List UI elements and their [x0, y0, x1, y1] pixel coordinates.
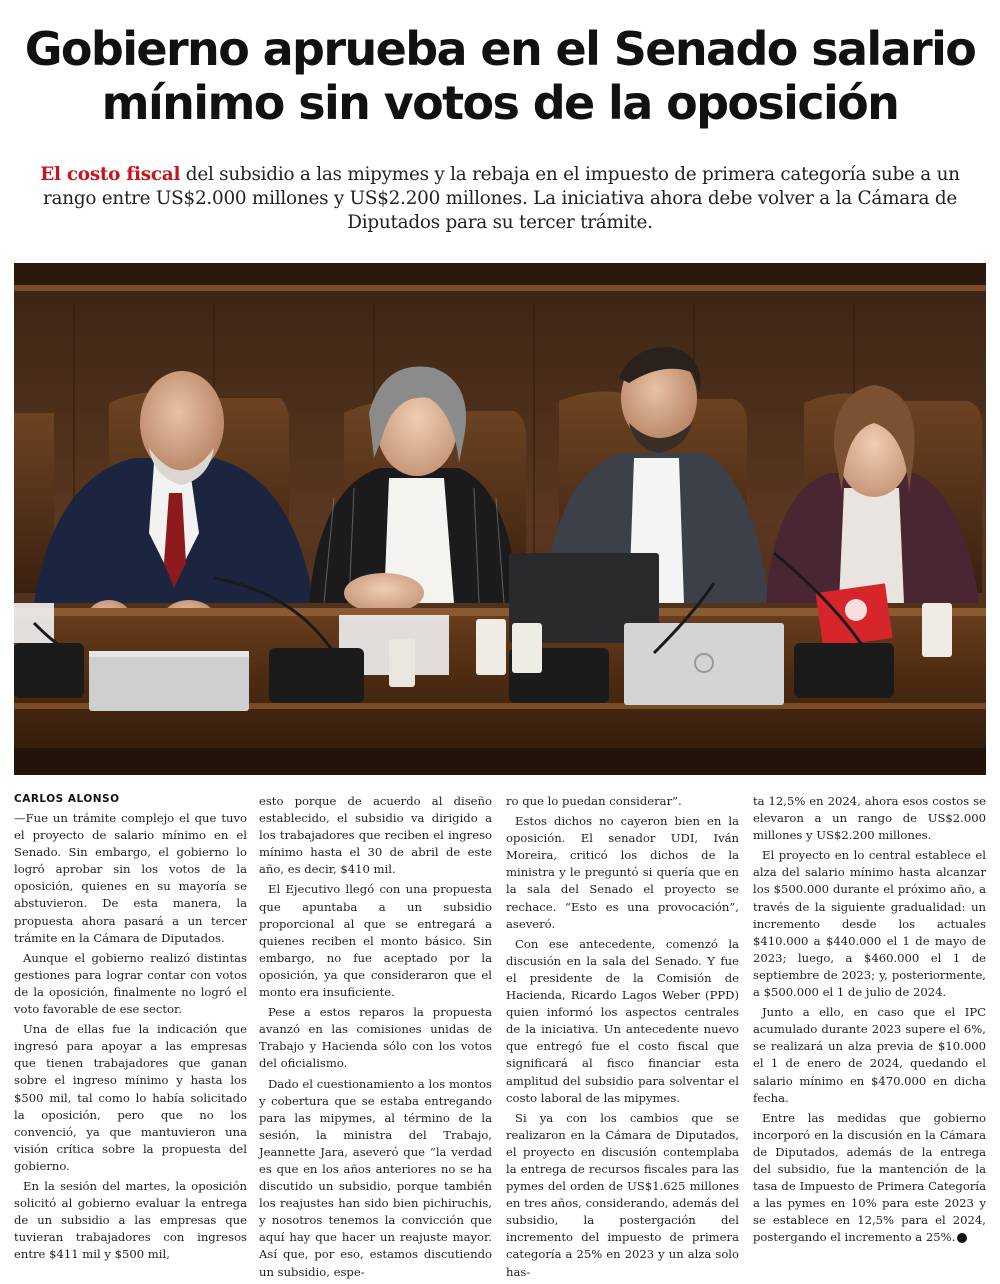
paragraph: Si ya con los cambios que se realizaron en la Cámara de Diputados, el proyecto en discusión contemplaba la entrega de recursos fiscales para las pymes del orden de US$1.625 millones en tres años, considerando, además del subsidio, la postergación del incremento del impuesto de primera categoría a 25% en 2023 y un alza solo has-	[506, 1110, 739, 1279]
headline	[20, 22, 980, 130]
end-mark-icon: P	[957, 1233, 967, 1243]
article-column-4	[753, 793, 986, 1249]
paragraph: Aunque el gobierno realizó distintas gestiones para lograr contar con votos de la oposición, finalmente no logró el voto favorable de ese sector.	[14, 950, 247, 1017]
paragraph: Dado el cuestionamiento a los montos y cobertura que se estaba entregando para las mipymes, al término de la sesión, la ministra del Trabajo, Jeannette Jara, aseveró que “la verdad es que en los años anteriores no se ha discutido un subsidio, porque también los reajustes han sido bien pichiruchis, y nosotros tenemos la convicción que aquí hay que hacer un reajuste mayor. Así que, por eso, estamos discutiendo un subsidio, espe-	[259, 1076, 492, 1279]
paragraph: El Ejecutivo llegó con una propuesta que apuntaba a un subsidio proporcional al que se entregará a quienes reciben el monto básico. Sin embargo, no fue aceptado por la oposición, ya que consideraron que el monto era insuficiente.	[259, 882, 492, 1000]
paragraph: ro que lo puedan considerar”.	[506, 794, 682, 808]
paragraph: —Fue un trámite complejo el que tuvo el proyecto de salario mínimo en el Senado. Sin embargo, el gobierno lo logró aprobar sin los votos de la oposición, quienes en su mayoría se abstuvieron. De esta manera, la propuesta ahora pasará a un tercer trámite en la Cámara de Diputados.	[14, 811, 247, 945]
news-photo	[14, 263, 986, 775]
paragraph: El proyecto en lo central establece el alza del salario mínimo hasta alcanzar los $500.000 durante el próximo año, a través de la siguiente gradualidad: un incremento desde los actuales $410.000 a $440.000 el 1 de mayo de 2023; luego, a $460.000 el 1 de septiembre de 2023; y, posteriormente, a $500.000 el 1 de julio de 2024.	[753, 848, 986, 1000]
headline-line-1: Gobierno aprueba en el Senado salario	[24, 22, 976, 76]
paragraph: Pese a estos reparos la propuesta avanzó en las comisiones unidas de Trabajo y Hacienda sólo con los votos del oficialismo.	[259, 1005, 492, 1071]
senate-session-photo	[14, 263, 986, 775]
bajada-text: del subsidio a las mipymes y la rebaja en el impuesto de primera categoría sube a un rango entre US$2.000 millones y US$2.200 millones. La iniciativa ahora debe volver a la Cámara de Diputados para su tercer trámite.	[42, 164, 960, 233]
byline: CARLOS ALONSO	[14, 793, 120, 805]
paragraph: ta 12,5% en 2024, ahora esos costos se elevaron a un rango de US$2.000 millones y US$2.200 millones.	[753, 794, 986, 843]
paragraph: En la sesión del martes, la oposición solicitó al gobierno evaluar la entrega de un subsidio a las empresas que tuvieran trabajadores con ingresos entre $411 mil y $500 mil,	[14, 1178, 247, 1262]
bajada	[14, 163, 986, 235]
paragraph: Una de ellas fue la indicación que ingresó para apoyar a las empresas que tienen trabajadores que ganan sobre el ingreso mínimo y hasta los $500 mil, tal como lo había solicitado la oposición, pero que no los convenció, ya que mantuvieron una visión crítica sobre la propuesta del gobierno.	[14, 1022, 247, 1173]
article-column-2	[259, 793, 492, 1284]
paragraph: Estos dichos no cayeron bien en la oposición. El senador UDI, Iván Moreira, criticó los dichos de la ministra y le preguntó si quería que en la sala del Senado el proyecto se rechace. “Esto es una provocación”, aseveró.	[506, 814, 739, 931]
bajada-lead: El costo fiscal	[40, 164, 181, 185]
article-column-1	[14, 810, 247, 1266]
paragraph: Con ese antecedente, comenzó la discusión en la sala del Senado. Y fue el presidente de la Comisión de Hacienda, Ricardo Lagos Weber (PPD) quien informó los aspectos centrales de la iniciativa. Un antecedente nuevo que entregó fue el costo fiscal que significará al fisco financiar esta amplitud del subsidio para solventar el costo laboral de las mipymes.	[506, 936, 739, 1105]
paragraph-text: Entre las medidas que gobierno incorporó en la discusión en la Cámara de Diputados, además de la entrega del subsidio, fue la mantención de la tasa de Impuesto de Primera Categoría a las pymes en 10% para este 2023 y se establece en 12,5% para el 2024, postergando el incremento a 25%.	[753, 1110, 986, 1245]
headline-line-2: mínimo sin votos de la oposición	[101, 76, 899, 130]
article-column-3	[506, 793, 739, 1284]
paragraph	[753, 1110, 986, 1247]
paragraph: esto porque de acuerdo al diseño establecido, el subsidio va dirigido a los trabajadores que reciben el ingreso mínimo hasta el 30 de abril de este año, es decir, $410 mil.	[259, 794, 492, 877]
paragraph: Junto a ello, en caso que el IPC acumulado durante 2023 supere el 6%, se realizará un alza previa de $10.000 el 1 de enero de 2024, quedando el salario mínimo en $470.000 en dicha fecha.	[753, 1005, 986, 1105]
